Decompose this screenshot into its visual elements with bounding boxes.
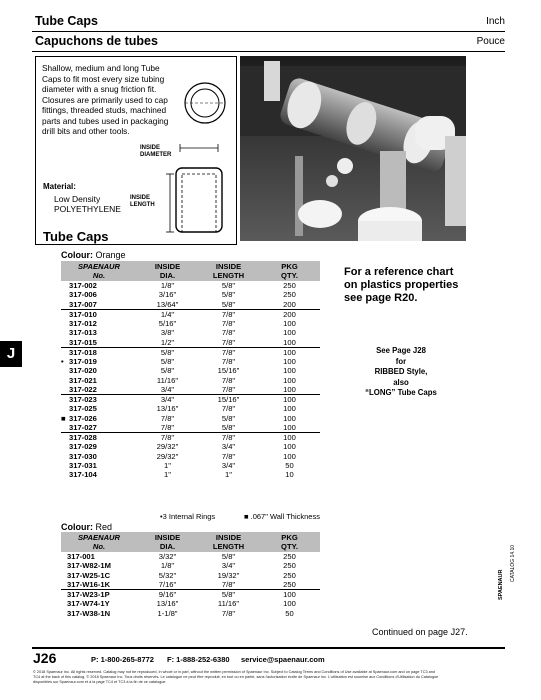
table-row <box>61 580 320 590</box>
col-header-inside-dia <box>137 532 198 552</box>
table-row <box>61 319 320 328</box>
header-line: PKG <box>281 262 298 271</box>
pkg-qty-cell: 250 <box>283 561 296 571</box>
inside-dia-cell: 13/16" <box>156 404 179 414</box>
table-row <box>61 461 320 470</box>
inside-length-cell: 7/8" <box>221 608 236 618</box>
material-label: Material: <box>43 182 76 191</box>
side-catalog: CATALOG 14.10 <box>510 544 516 582</box>
inside-length-cell: 5/8" <box>221 281 236 290</box>
part-number: 317-W16-1K <box>67 579 111 589</box>
inside-length-cell: 5/8" <box>221 422 236 432</box>
inside-diameter-label: INSIDE DIAMETER <box>140 145 172 158</box>
table-row <box>61 376 320 385</box>
page-title: Tube Caps <box>35 14 98 28</box>
inside-length-cell: 1" <box>225 470 232 479</box>
inside-length-cell: 7/8" <box>198 309 259 319</box>
table-row <box>61 357 320 366</box>
part-number: 317-031 <box>69 460 97 470</box>
inside-length-cell: 7/8" <box>221 357 236 366</box>
inside-length-cell: 7/8" <box>198 347 259 357</box>
product-photo <box>240 56 466 241</box>
part-marker: • <box>61 357 64 366</box>
header-line: INSIDE <box>154 533 181 542</box>
part-number: 317-001 <box>67 552 95 561</box>
colour-value: Red <box>95 522 113 532</box>
footer-fax: F: 1-888-252-6380 <box>167 655 230 664</box>
inside-dia-cell: 1" <box>164 470 171 479</box>
material-line-1: Low Density <box>54 194 101 204</box>
inside-length-cell: 7/8" <box>198 433 259 443</box>
see-page-line: for <box>395 356 407 366</box>
table-row <box>61 423 320 433</box>
inside-dia-cell: 3/16" <box>158 290 177 300</box>
colour-label: Colour: <box>61 250 93 260</box>
legal-line: © 2018 Spaenaur Inc. All rights reserved. Catalog may not be reproduced, in whole or in part, without the written permission of Spaenaur Inc. Subject to Catalog Terms and Conditions of Use available at Spaenaur.com and on page TC3 and <box>33 670 435 674</box>
part-number: 317-029 <box>69 442 97 452</box>
part-number-cell <box>61 366 137 375</box>
legal-line: TC4 at the back of this catalog. © 2018 Spaenaur Inc. Tous droits réservés. Le catalogue ne peut être reproduit, en tout ou en partie, sans l'autorisation écrite de Spaenaur Inc. L'utilisation est soumise aux Conditions d'Utilisation du Catalogue <box>33 675 439 679</box>
pkg-qty-cell: 200 <box>259 309 320 319</box>
inside-dia-cell: 1/8" <box>160 561 175 571</box>
col-header-pkg-qty <box>259 261 320 281</box>
part-number-cell <box>61 599 137 608</box>
part-number-cell <box>61 580 137 590</box>
part-number-cell <box>61 452 137 461</box>
pkg-qty-cell: 100 <box>259 433 320 443</box>
part-number: 317-010 <box>69 309 97 319</box>
inside-length-cell: 7/8" <box>221 384 236 394</box>
inside-length-cell: 7/8" <box>221 579 236 589</box>
table-row <box>61 552 320 561</box>
intro-description: Shallow, medium and long Tube Caps to fit most every size tubing diameter with a snug friction fit. Closures are primarily used to cap fittings, threaded studs, machined parts and tubes used in packaging drill bits and other tools. <box>42 63 169 136</box>
table-row <box>61 281 320 290</box>
table-header-row <box>61 532 320 552</box>
inside-length-cell: 7/8" <box>221 451 236 461</box>
continued-note: Continued on page J27. <box>372 627 468 637</box>
see-page-note <box>355 346 447 399</box>
see-page-line: “LONG” Tube Caps <box>365 388 437 397</box>
header-line: SPAENAUR <box>77 533 121 542</box>
pkg-qty-cell: 250 <box>283 570 296 580</box>
table-row <box>61 433 320 443</box>
page-title-french: Capuchons de tubes <box>35 34 158 48</box>
footer-email[interactable]: service@spaenaur.com <box>241 655 325 664</box>
header-line: INSIDE <box>154 262 181 271</box>
product-photo-graphic <box>240 56 466 241</box>
inside-length-cell: 7/8" <box>221 328 236 338</box>
pkg-qty-cell: 50 <box>285 608 294 618</box>
table-row <box>61 328 320 337</box>
inside-length-cell: 5/8" <box>198 590 259 600</box>
part-number: 317-022 <box>69 384 97 394</box>
table-row <box>61 452 320 461</box>
table-row <box>61 609 320 618</box>
header-line: SPAENAUR <box>77 262 121 271</box>
part-number-cell <box>61 376 137 385</box>
pkg-qty-cell: 100 <box>283 357 296 366</box>
footer-phone: P: 1-800-265-8772 <box>91 655 154 664</box>
table-row <box>61 385 320 395</box>
inside-dia-cell: 3/4" <box>160 384 175 394</box>
part-number-cell <box>61 470 137 479</box>
pkg-qty-cell: 100 <box>259 395 320 405</box>
pkg-qty-cell: 100 <box>283 375 296 385</box>
pkg-qty-cell: 100 <box>259 590 320 600</box>
part-number: 317-020 <box>69 366 97 376</box>
part-number: 317-027 <box>69 422 97 432</box>
note-internal-rings: •3 Internal Rings <box>160 512 216 521</box>
part-number-cell <box>61 319 137 328</box>
section-title: Tube Caps <box>43 229 109 244</box>
col-header-inside-length <box>198 261 259 281</box>
part-number: 317-023 <box>69 395 97 404</box>
inside-dia-cell: 29/32" <box>156 451 179 461</box>
part-number-cell <box>61 423 137 433</box>
table-row <box>61 347 320 357</box>
note-wall-thickness: ■ .067" Wall Thickness <box>244 512 320 521</box>
header-line: QTY. <box>281 270 298 280</box>
header-divider <box>32 51 505 52</box>
inside-dia-cell: 7/16" <box>158 579 177 589</box>
part-number-cell <box>61 300 137 310</box>
col-header-inside-dia <box>137 261 198 281</box>
inside-length-cell: 3/4" <box>221 442 236 452</box>
part-number: 317-019 <box>69 357 97 366</box>
pkg-qty-cell: 250 <box>283 290 296 300</box>
part-number-cell <box>61 433 137 443</box>
table-row <box>61 599 320 608</box>
inside-dia-cell: 7/8" <box>160 413 175 423</box>
table-row <box>61 338 320 348</box>
inside-length-cell: 3/4" <box>221 561 236 571</box>
part-number: 317-015 <box>69 337 97 347</box>
inside-length-cell: 11/16" <box>217 599 240 609</box>
part-number: 317-021 <box>69 375 97 385</box>
part-number-cell <box>61 552 137 561</box>
part-number-cell <box>61 590 137 600</box>
inside-length-cell: 15/16" <box>198 395 259 405</box>
header-line: PKG <box>281 533 298 542</box>
inside-length-cell: 7/8" <box>221 404 236 414</box>
table-row <box>61 571 320 580</box>
table-row <box>61 404 320 413</box>
pkg-qty-cell: 100 <box>283 442 296 452</box>
inside-length-cell: 5/8" <box>221 299 236 309</box>
col-header-number <box>61 532 137 552</box>
pkg-qty-cell: 100 <box>283 337 296 347</box>
table-row <box>61 561 320 570</box>
part-number: 317-W38-1N <box>67 608 111 618</box>
part-number-cell <box>61 357 137 366</box>
part-number: 317-025 <box>69 404 97 414</box>
orange-tube-caps-table <box>61 261 320 479</box>
part-number: 317-012 <box>69 319 97 328</box>
header-line: DIA. <box>159 270 176 280</box>
col-header-pkg-qty <box>259 532 320 552</box>
part-number: 317-028 <box>69 433 97 442</box>
header-line: LENGTH <box>212 541 245 551</box>
inside-dia-cell: 7/8" <box>160 422 175 432</box>
header-line: No. <box>92 270 106 280</box>
part-number-cell <box>61 414 137 423</box>
colour-label: Colour: <box>61 522 93 532</box>
table-row <box>61 300 320 310</box>
part-number: 317-030 <box>69 451 97 461</box>
inside-dia-cell: 5/8" <box>160 357 175 366</box>
inside-length-cell: 5/8" <box>221 290 236 300</box>
inside-length-cell: 3/4" <box>221 460 236 470</box>
pkg-qty-cell: 200 <box>283 299 296 309</box>
unit-label: Inch <box>486 16 505 27</box>
pkg-qty-cell: 100 <box>283 413 296 423</box>
part-number-cell <box>61 309 137 319</box>
part-number: 317-W25-1C <box>67 570 111 580</box>
inside-length-cell: 7/8" <box>221 375 236 385</box>
pkg-qty-cell: 100 <box>283 319 296 328</box>
part-number: 317-W82-1M <box>67 561 111 571</box>
inside-length-cell: 5/8" <box>221 552 236 561</box>
pkg-qty-cell: 100 <box>259 347 320 357</box>
part-number-cell <box>61 290 137 299</box>
colour-red-label <box>61 522 112 532</box>
part-number: 317-026 <box>69 413 97 423</box>
part-number-cell <box>61 404 137 413</box>
pkg-qty-cell: 100 <box>283 451 296 461</box>
legal-line: disponibles sur Spaenaur.com et à la page TC4 et TC3 à la fin de ce catalogue. <box>33 680 167 684</box>
part-number: 317-018 <box>69 347 97 357</box>
inside-dia-cell: 1/2" <box>160 337 175 347</box>
table-row <box>61 309 320 319</box>
part-number-cell <box>61 442 137 451</box>
part-marker: ■ <box>61 413 66 423</box>
part-number-cell <box>61 571 137 580</box>
pkg-qty-cell: 100 <box>283 599 296 609</box>
header-line: INSIDE <box>215 533 242 542</box>
pkg-qty-cell: 100 <box>283 422 296 432</box>
part-number: 317-007 <box>69 299 97 309</box>
inside-dia-cell: 3/32" <box>158 552 177 561</box>
material-line-2: POLYETHYLENE <box>54 204 121 214</box>
inside-dia-cell: 5/8" <box>137 347 198 357</box>
header-divider <box>32 31 505 32</box>
header-line: LENGTH <box>212 270 245 280</box>
inside-dia-cell: 3/8" <box>160 328 175 338</box>
table-row <box>61 590 320 600</box>
part-number-cell <box>61 328 137 337</box>
red-tube-caps-table <box>61 532 320 618</box>
colour-orange-label <box>61 250 126 260</box>
inside-length-cell: 15/16" <box>217 366 240 376</box>
table-row <box>61 442 320 451</box>
inside-length-cell: 7/8" <box>221 319 236 328</box>
inside-dia-cell: 13/16" <box>156 599 179 609</box>
pkg-qty-cell: 100 <box>283 404 296 414</box>
table-row <box>61 290 320 299</box>
part-number: 317-013 <box>69 328 97 338</box>
header-line: DIA. <box>159 541 176 551</box>
part-number-cell <box>61 561 137 570</box>
page-number: J26 <box>33 650 57 666</box>
header-line: No. <box>92 541 106 551</box>
part-number: 317-006 <box>69 290 97 300</box>
header-line: QTY. <box>281 541 298 551</box>
see-page-line: See Page J28 <box>376 346 426 355</box>
colour-value: Orange <box>95 250 126 260</box>
inside-dia-cell: 1/8" <box>160 281 175 290</box>
pkg-qty-cell: 250 <box>283 579 296 589</box>
part-number-cell <box>61 338 137 348</box>
table-row <box>61 395 320 405</box>
pkg-qty-cell: 10 <box>285 470 294 479</box>
reference-note <box>344 266 458 305</box>
part-number-cell <box>61 395 137 405</box>
footer-divider <box>32 647 505 649</box>
inside-length-label: INSIDE LENGTH <box>130 195 155 208</box>
reference-line: For a reference chart <box>344 266 454 278</box>
inside-length-cell: 5/8" <box>221 413 236 423</box>
inside-dia-cell: 3/4" <box>137 395 198 405</box>
inside-dia-cell: 7/8" <box>137 433 198 443</box>
see-page-line: RIBBED Style, <box>374 367 428 376</box>
part-number-cell <box>61 281 137 290</box>
inside-dia-cell: 11/16" <box>156 375 179 385</box>
inside-dia-cell: 5/8" <box>160 366 175 376</box>
tube-cap-top-view-icon <box>180 78 230 128</box>
inside-dia-cell: 5/16" <box>158 319 177 328</box>
part-number: 317-W23-1P <box>67 590 110 599</box>
pkg-qty-cell: 250 <box>283 281 296 290</box>
inside-dia-cell: 5/32" <box>158 570 177 580</box>
part-number: 317-002 <box>69 281 97 290</box>
legal-notice <box>33 670 505 685</box>
inside-dia-cell: 13/64" <box>156 299 179 309</box>
table-row <box>61 414 320 423</box>
inside-dia-cell: 1" <box>164 460 171 470</box>
unit-label-french: Pouce <box>476 36 505 47</box>
part-number: 317-W74-1Y <box>67 599 110 609</box>
part-number: 317-104 <box>69 470 97 479</box>
table-row <box>61 366 320 375</box>
pkg-qty-cell: 50 <box>285 460 294 470</box>
table-row <box>61 470 320 479</box>
inside-dia-cell: 1/4" <box>137 309 198 319</box>
inside-length-cell: 19/32" <box>217 570 240 580</box>
part-number-cell <box>61 609 137 618</box>
part-number-cell <box>61 461 137 470</box>
header-line: INSIDE <box>215 262 242 271</box>
pkg-qty-cell: 100 <box>283 384 296 394</box>
inside-dia-cell: 1-1/8" <box>157 608 178 618</box>
inside-length-cell: 7/8" <box>221 337 236 347</box>
reference-line: on plastics properties <box>344 279 459 291</box>
see-page-line: also <box>393 377 409 387</box>
table-header-row <box>61 261 320 281</box>
side-brand: SPAENAUR <box>498 569 504 600</box>
inside-dia-cell: 29/32" <box>156 442 179 452</box>
col-header-inside-length <box>198 532 259 552</box>
reference-line: see page R20. <box>344 292 418 304</box>
pkg-qty-cell: 100 <box>283 366 296 376</box>
part-number-cell <box>61 385 137 395</box>
col-header-number <box>61 261 137 281</box>
part-number-cell <box>61 347 137 357</box>
inside-dia-cell: 9/16" <box>137 590 198 600</box>
pkg-qty-cell: 250 <box>283 552 296 561</box>
pkg-qty-cell: 100 <box>283 328 296 338</box>
section-tab-j: J <box>0 341 22 367</box>
